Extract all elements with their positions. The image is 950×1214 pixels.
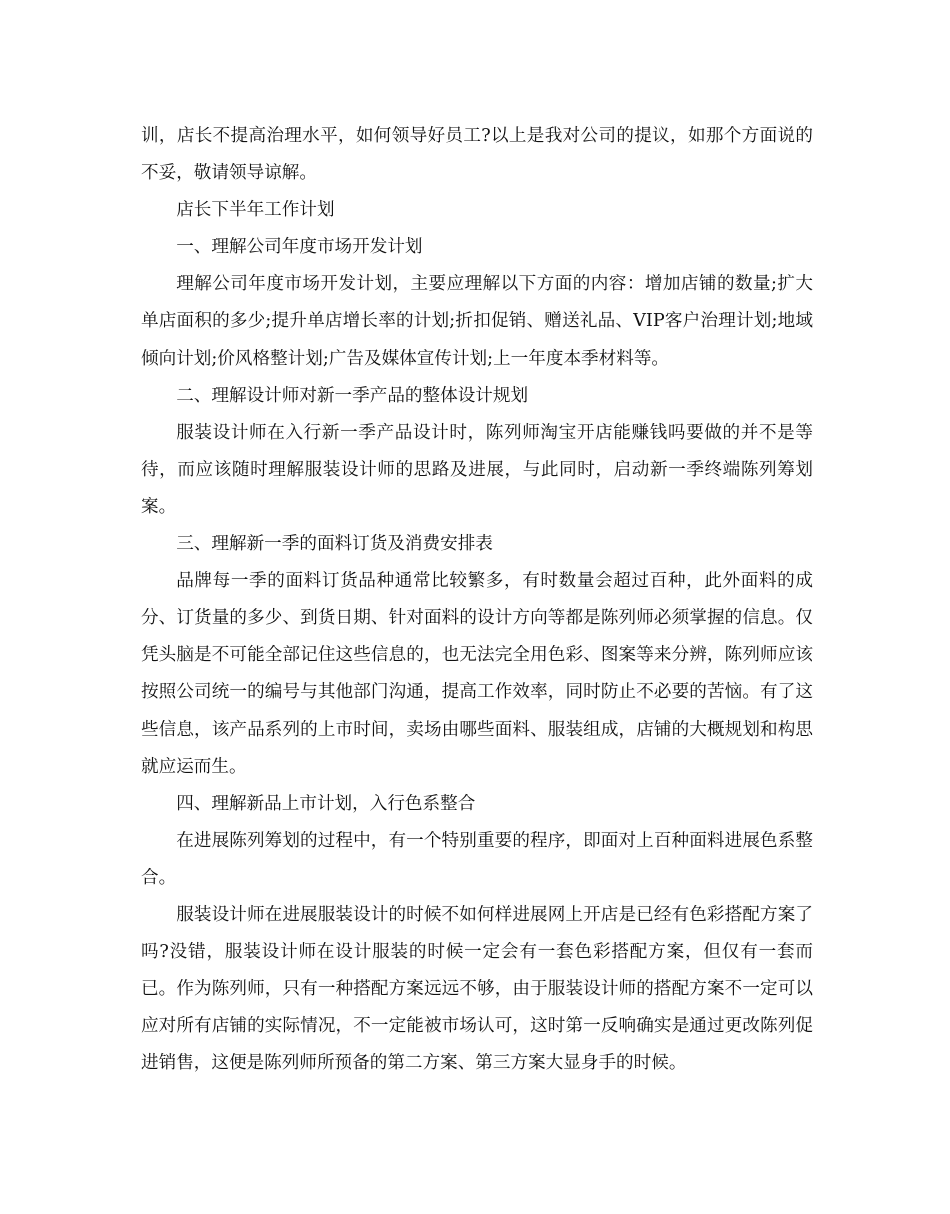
paragraph-continuation: 训，店长不提高治理水平，如何领导好员工?以上是我对公司的提议，如那个方面说的不妥，敬请领导谅解。	[141, 126, 813, 184]
paragraph-fabric-order: 品牌每一季的面料订货品种通常比较繁多，有时数量会超过百种，此外面料的成分、订货量的多少、到货日期、针对面料的设计方向等都是陈列师必须掌握的信息。仅凭头脑是不可能全部记住这些信息的，也无法完全用色彩、图案等来分辨，陈列师应该按照公司统一的编号与其他部门沟通，提高工作效率，同时防止不必要的苦恼。有了这些信息，该产品系列的上市时间，卖场由哪些面料、服装组成，店铺的大概规划和构思就应运而生。	[141, 571, 813, 777]
paragraph-color-integration: 在进展陈列筹划的过程中，有一个特别重要的程序，即面对上百种面料进展色系整合。	[141, 830, 813, 888]
paragraph-designer-plan: 服装设计师在入行新一季产品设计时，陈列师淘宝开店能赚钱吗要做的并不是等待，而应该随时理解服装设计师的思路及进展，与此同时，启动新一季终端陈列筹划案。	[141, 422, 813, 517]
heading-three: 三、理解新一季的面料订货及消费安排表	[176, 534, 493, 555]
heading-one: 一、理解公司年度市场开发计划	[176, 237, 423, 258]
section-title: 店长下半年工作计划	[176, 200, 335, 221]
heading-two: 二、理解设计师对新一季产品的整体设计规划	[176, 385, 529, 406]
document-page	[141, 118, 813, 1082]
paragraph-market-plan: 理解公司年度市场开发计划，主要应理解以下方面的内容：增加店铺的数量;扩大单店面积的多少;提升单店增长率的计划;折扣促销、赠送礼品、VIP客户治理计划;地域倾向计划;价风格整计划;广告及媒体宣传计划;上一年度本季材料等。	[141, 274, 813, 369]
heading-four: 四、理解新品上市计划，入行色系整合	[176, 793, 476, 814]
paragraph-color-scheme: 服装设计师在进展服装设计的时候不如何样进展网上开店是已经有色彩搭配方案了吗?没错，服装设计师在设计服装的时候一定会有一套色彩搭配方案，但仅有一套而已。作为陈列师，只有一种搭配方案远远不够，由于服装设计师的搭配方案不一定可以应对所有店铺的实际情况，不一定能被市场认可，这时第一反响确实是通过更改陈列促进销售，这便是陈列师所预备的第二方案、第三方案大显身手的时候。	[141, 904, 813, 1074]
